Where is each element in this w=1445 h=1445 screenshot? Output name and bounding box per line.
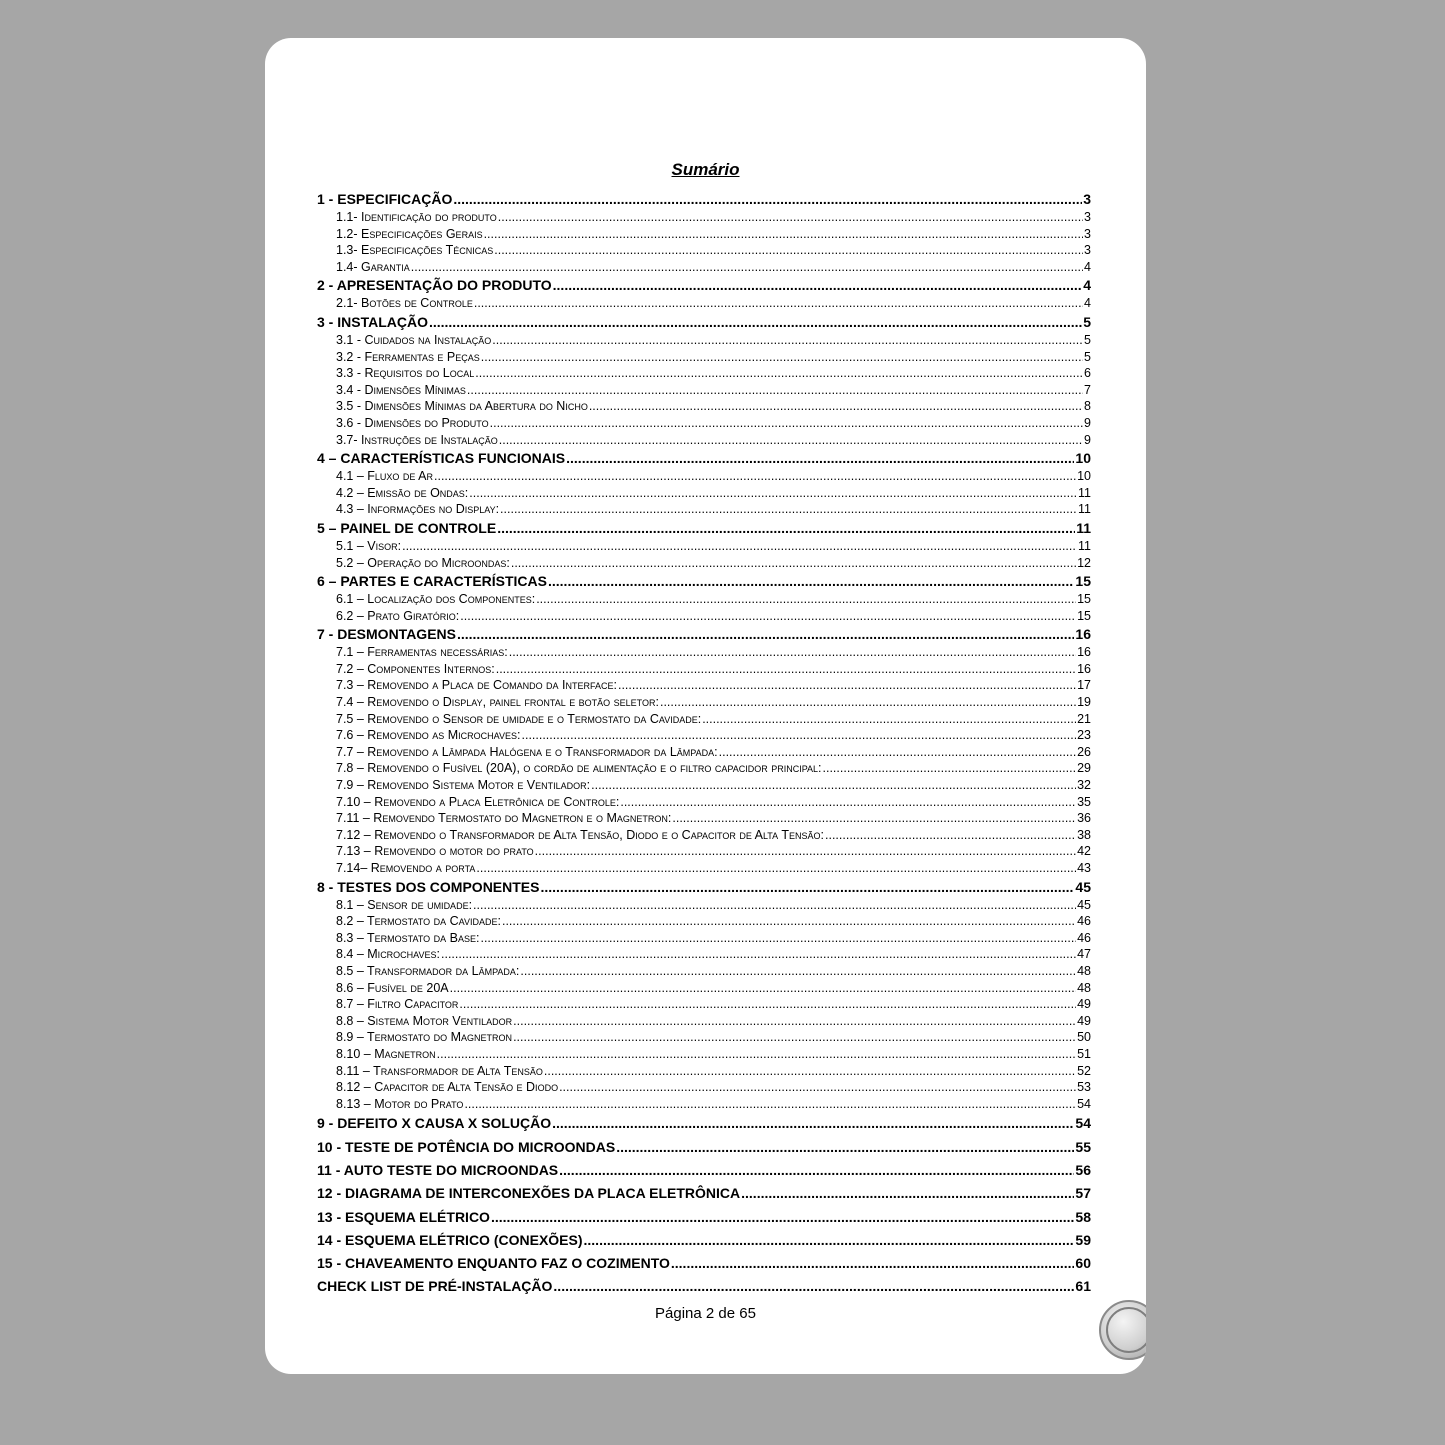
toc-leader-dots — [823, 760, 1077, 777]
toc-page-number: 48 — [1077, 963, 1091, 978]
toc-section-entry[interactable] — [317, 1206, 1091, 1229]
toc-page-number: 15 — [1075, 573, 1091, 590]
toc-page-number: 59 — [1075, 1231, 1091, 1248]
toc-page-number: 8 — [1084, 399, 1091, 414]
toc-page-number: 45 — [1075, 878, 1091, 895]
toc-entry-label: 8.7 – Filtro Capacitor — [336, 997, 459, 1012]
toc-subsection-entry[interactable] — [317, 1046, 1091, 1063]
toc-entry-label: 7.1 – Ferramentas necessárias: — [336, 645, 508, 660]
toc-leader-dots — [620, 794, 1076, 811]
toc-subsection-entry[interactable] — [317, 677, 1091, 694]
toc-subsection-entry[interactable] — [317, 644, 1091, 661]
toc-leader-dots — [500, 501, 1077, 518]
toc-subsection-entry[interactable] — [317, 897, 1091, 914]
toc-leader-dots — [411, 259, 1083, 276]
toc-leader-dots — [548, 571, 1074, 591]
toc-subsection-entry[interactable] — [317, 777, 1091, 794]
toc-page-number: 51 — [1077, 1046, 1091, 1061]
toc-subsection-entry[interactable] — [317, 295, 1091, 312]
toc-page-number: 11 — [1078, 485, 1091, 500]
toc-leader-dots — [513, 1029, 1076, 1046]
toc-section-entry[interactable] — [317, 624, 1091, 644]
toc-page-number: 16 — [1077, 661, 1091, 676]
toc-page-number: 42 — [1077, 844, 1091, 859]
toc-page-number: 15 — [1077, 608, 1091, 623]
toc-page-number: 19 — [1077, 695, 1091, 710]
toc-page-number: 55 — [1075, 1138, 1091, 1155]
toc-page-number: 54 — [1077, 1096, 1091, 1111]
toc-entry-label: 3.7- Instruções de Instalação — [336, 432, 498, 447]
toc-page-number: 16 — [1075, 626, 1091, 643]
toc-subsection-entry[interactable] — [317, 744, 1091, 761]
table-of-contents — [317, 189, 1091, 1299]
toc-entry-label: 6.2 – Prato Giratório: — [336, 608, 460, 623]
toc-subsection-entry[interactable] — [317, 242, 1091, 259]
toc-leader-dots — [825, 827, 1076, 844]
toc-leader-dots — [464, 1096, 1076, 1113]
toc-leader-dots — [702, 711, 1076, 728]
toc-entry-label: 7.9 – Removendo Sistema Motor e Ventilador: — [336, 778, 591, 793]
toc-page-number: 9 — [1084, 415, 1091, 430]
toc-page-number: 61 — [1075, 1278, 1091, 1295]
toc-page-number: 56 — [1075, 1161, 1091, 1178]
toc-section-entry[interactable] — [317, 189, 1091, 209]
brand-badge-icon — [1099, 1300, 1146, 1360]
document-page — [265, 38, 1146, 1374]
toc-leader-dots — [498, 209, 1083, 226]
toc-page-number: 4 — [1084, 296, 1091, 311]
toc-entry-label: 15 - CHAVEAMENTO ENQUANTO FAZ O COZIMENTO — [317, 1255, 670, 1272]
toc-leader-dots — [559, 1079, 1076, 1096]
toc-entry-label: 7.7 – Removendo a Lâmpada Halógena e o Transformador da Lâmpada: — [336, 744, 718, 759]
toc-leader-dots — [494, 242, 1083, 259]
toc-subsection-entry[interactable] — [317, 608, 1091, 625]
toc-page-number: 36 — [1077, 811, 1091, 826]
toc-page-number: 23 — [1077, 728, 1091, 743]
toc-subsection-entry[interactable] — [317, 365, 1091, 382]
toc-entry-label: 5 – PAINEL DE CONTROLE — [317, 519, 497, 536]
toc-entry-label: 1.4- Garantia — [336, 259, 410, 274]
toc-entry-label: 10 - TESTE DE POTÊNCIA DO MICROONDAS — [317, 1138, 616, 1155]
toc-leader-dots — [481, 349, 1083, 366]
toc-page-number: 10 — [1075, 450, 1091, 467]
toc-entry-label: 8.3 – Termostato da Base: — [336, 930, 480, 945]
toc-leader-dots — [434, 468, 1076, 485]
toc-page-number: 11 — [1076, 519, 1091, 536]
toc-entry-label: 7.12 – Removendo o Transformador de Alta Tensão, Diodo e o Capacitor de Alta Tensão: — [336, 827, 825, 842]
toc-leader-dots — [502, 913, 1076, 930]
toc-subsection-entry[interactable] — [317, 1079, 1091, 1096]
toc-subsection-entry[interactable] — [317, 349, 1091, 366]
toc-subsection-entry[interactable] — [317, 727, 1091, 744]
toc-page-number: 52 — [1077, 1063, 1091, 1078]
toc-page-number: 50 — [1077, 1030, 1091, 1045]
toc-page-number: 11 — [1078, 538, 1091, 553]
toc-entry-label: 6 – PARTES E CARACTERÍSTICAS — [317, 573, 547, 590]
toc-section-entry[interactable] — [317, 1182, 1091, 1205]
toc-subsection-entry[interactable] — [317, 332, 1091, 349]
toc-leader-dots — [536, 591, 1076, 608]
toc-subsection-entry[interactable] — [317, 501, 1091, 518]
toc-page-number: 58 — [1075, 1208, 1091, 1225]
toc-subsection-entry[interactable] — [317, 996, 1091, 1013]
toc-leader-dots — [484, 226, 1083, 243]
toc-entry-label: 5.2 – Operação do Microondas: — [336, 555, 510, 570]
toc-section-entry[interactable] — [317, 1136, 1091, 1159]
toc-subsection-entry[interactable] — [317, 810, 1091, 827]
page-footer: Página 2 de 65 — [655, 1305, 756, 1322]
toc-page-number: 53 — [1077, 1080, 1091, 1095]
toc-leader-dots — [473, 897, 1076, 914]
toc-leader-dots — [616, 1136, 1074, 1159]
toc-page-number: 3 — [1084, 210, 1091, 224]
toc-page-number: 5 — [1084, 349, 1091, 364]
toc-leader-dots — [480, 930, 1076, 947]
toc-page-number: 4 — [1083, 277, 1091, 294]
toc-entry-label: 4.1 – Fluxo de Ar — [336, 469, 434, 484]
toc-subsection-entry[interactable] — [317, 432, 1091, 449]
toc-page-number: 7 — [1084, 382, 1091, 397]
toc-leader-dots — [511, 555, 1076, 572]
toc-page-number: 49 — [1077, 997, 1091, 1012]
toc-page-number: 46 — [1077, 914, 1091, 929]
toc-page-number: 11 — [1078, 502, 1091, 517]
toc-page-number: 12 — [1077, 555, 1091, 570]
toc-subsection-entry[interactable] — [317, 1029, 1091, 1046]
toc-page-number: 43 — [1077, 861, 1091, 875]
toc-entry-label: 9 - DEFEITO X CAUSA X SOLUÇÃO — [317, 1115, 552, 1132]
toc-subsection-entry[interactable] — [317, 794, 1091, 811]
toc-subsection-entry[interactable] — [317, 843, 1091, 860]
toc-section-entry[interactable] — [317, 518, 1091, 538]
toc-leader-dots — [552, 1112, 1074, 1135]
toc-entry-label: 8.1 – Sensor de umidade: — [336, 897, 473, 912]
toc-subsection-entry[interactable] — [317, 1013, 1091, 1030]
toc-page-number: 26 — [1077, 744, 1091, 759]
toc-leader-dots — [476, 860, 1076, 877]
toc-subsection-entry[interactable] — [317, 398, 1091, 415]
toc-leader-dots — [741, 1182, 1074, 1205]
toc-subsection-entry[interactable] — [317, 1096, 1091, 1113]
toc-entry-label: 8.12 – Capacitor de Alta Tensão e Diodo — [336, 1080, 559, 1095]
toc-section-entry[interactable] — [317, 1275, 1091, 1298]
toc-leader-dots — [457, 624, 1074, 644]
toc-page-number: 48 — [1077, 980, 1091, 995]
toc-leader-dots — [402, 538, 1077, 555]
toc-leader-dots — [496, 661, 1076, 678]
toc-leader-dots — [535, 843, 1076, 860]
toc-entry-label: 7.10 – Removendo a Placa Eletrônica de Controle: — [336, 794, 620, 809]
toc-leader-dots — [522, 727, 1077, 744]
toc-leader-dots — [553, 275, 1083, 295]
toc-entry-label: 8.8 – Sistema Motor Ventilador — [336, 1013, 513, 1028]
toc-leader-dots — [450, 980, 1076, 997]
toc-page-number: 46 — [1077, 930, 1091, 945]
toc-subsection-entry[interactable] — [317, 760, 1091, 777]
toc-entry-label: CHECK LIST DE PRÉ-INSTALAÇÃO — [317, 1278, 553, 1295]
toc-entry-label: 8.5 – Transformador da Lâmpada: — [336, 963, 520, 978]
toc-page-number: 10 — [1077, 469, 1091, 484]
toc-section-entry[interactable] — [317, 1159, 1091, 1182]
toc-page-number: 9 — [1084, 432, 1091, 447]
toc-leader-dots — [672, 810, 1076, 827]
toc-leader-dots — [540, 877, 1074, 897]
toc-leader-dots — [492, 332, 1083, 349]
toc-subsection-entry[interactable] — [317, 209, 1091, 226]
toc-leader-dots — [469, 485, 1077, 502]
toc-leader-dots — [474, 295, 1083, 312]
toc-leader-dots — [499, 432, 1083, 449]
toc-subsection-entry[interactable] — [317, 259, 1091, 276]
toc-entry-label: 3 - INSTALAÇÃO — [317, 313, 428, 330]
toc-subsection-entry[interactable] — [317, 226, 1091, 243]
toc-entry-label: 7.4 – Removendo o Display, painel frontal e botão seletor: — [336, 695, 659, 710]
toc-page-number: 5 — [1083, 313, 1091, 330]
toc-leader-dots — [460, 608, 1076, 625]
toc-page-number: 3 — [1084, 226, 1091, 241]
toc-entry-label: 8.4 – Microchaves: — [336, 947, 441, 962]
toc-subsection-entry[interactable] — [317, 930, 1091, 947]
toc-page-number: 57 — [1075, 1185, 1091, 1202]
toc-page-number: 5 — [1084, 332, 1091, 347]
toc-entry-label: 7.5 – Removendo o Sensor de umidade e o Termostato da Cavidade: — [336, 711, 702, 726]
toc-entry-label: 3.1 - Cuidados na Instalação — [336, 332, 492, 347]
toc-entry-label: 4.3 – Informações no Display: — [336, 502, 500, 517]
toc-leader-dots — [459, 996, 1076, 1013]
toc-entry-label: 7.6 – Removendo as Microchaves: — [336, 728, 521, 743]
toc-subsection-entry[interactable] — [317, 913, 1091, 930]
toc-section-entry[interactable] — [317, 1252, 1091, 1275]
toc-subsection-entry[interactable] — [317, 382, 1091, 399]
toc-leader-dots — [566, 448, 1074, 468]
toc-leader-dots — [584, 1229, 1075, 1252]
toc-page-number: 17 — [1077, 678, 1091, 693]
toc-entry-label: 7 - DESMONTAGENS — [317, 626, 456, 643]
toc-subsection-entry[interactable] — [317, 694, 1091, 711]
toc-entry-label: 8 - TESTES DOS COMPONENTES — [317, 878, 540, 895]
toc-entry-label: 3.2 - Ferramentas e Peças — [336, 349, 480, 364]
toc-leader-dots — [437, 1046, 1076, 1063]
toc-page-number: 35 — [1077, 794, 1091, 809]
toc-entry-label: 3.5 - Dimensões Mínimas da Abertura do Nicho — [336, 399, 588, 414]
toc-subsection-entry[interactable] — [317, 963, 1091, 980]
toc-entry-label: 8.10 – Magnetron — [336, 1046, 436, 1061]
toc-page-number: 3 — [1083, 191, 1091, 207]
toc-leader-dots — [467, 382, 1083, 399]
toc-entry-label: 11 - AUTO TESTE DO MICROONDAS — [317, 1161, 559, 1178]
badge-ring — [1106, 1307, 1146, 1353]
toc-leader-dots — [497, 518, 1075, 538]
toc-subsection-entry[interactable] — [317, 827, 1091, 844]
toc-entry-label: 4.2 – Emissão de Ondas: — [336, 485, 469, 500]
toc-entry-label: 2.1- Botões de Controle — [336, 296, 473, 311]
toc-entry-label: 3.4 - Dimensões Mínimas — [336, 382, 466, 397]
toc-leader-dots — [591, 777, 1076, 794]
toc-entry-label: 3.6 - Dimensões do Produto — [336, 415, 489, 430]
toc-page-number: 15 — [1077, 592, 1091, 607]
toc-subsection-entry[interactable] — [317, 485, 1091, 502]
toc-leader-dots — [491, 1206, 1074, 1229]
toc-page-number: 45 — [1077, 897, 1091, 912]
toc-entry-label: 6.1 – Localização dos Componentes: — [336, 592, 536, 607]
toc-leader-dots — [453, 189, 1082, 209]
toc-section-entry[interactable] — [317, 571, 1091, 591]
toc-leader-dots — [553, 1275, 1074, 1298]
toc-entry-label: 8.6 – Fusível de 20A — [336, 980, 449, 995]
toc-entry-label: 8.9 – Termostato do Magnetron — [336, 1030, 513, 1045]
toc-page-number: 49 — [1077, 1013, 1091, 1028]
toc-page-number: 60 — [1075, 1255, 1091, 1272]
toc-entry-label: 7.14– Removendo a porta — [336, 861, 476, 875]
toc-leader-dots — [719, 744, 1076, 761]
toc-page-number: 4 — [1084, 259, 1091, 274]
toc-page-number: 54 — [1075, 1115, 1091, 1132]
toc-section-entry[interactable] — [317, 275, 1091, 295]
toc-entry-label: 2 - APRESENTAÇÃO DO PRODUTO — [317, 277, 552, 294]
toc-entry-label: 12 - DIAGRAMA DE INTERCONEXÕES DA PLACA ELETRÔNICA — [317, 1185, 741, 1202]
toc-subsection-entry[interactable] — [317, 860, 1091, 877]
toc-subsection-entry[interactable] — [317, 980, 1091, 997]
toc-entry-label: 8.13 – Motor do Prato — [336, 1096, 464, 1111]
toc-leader-dots — [490, 415, 1083, 432]
toc-leader-dots — [671, 1252, 1075, 1275]
toc-section-entry[interactable] — [317, 448, 1091, 468]
toc-section-entry[interactable] — [317, 312, 1091, 332]
toc-leader-dots — [429, 312, 1082, 332]
toc-leader-dots — [520, 963, 1076, 980]
toc-page-number: 6 — [1084, 366, 1091, 381]
toc-entry-label: 1 - ESPECIFICAÇÃO — [317, 191, 453, 207]
page-title: Sumário — [671, 160, 740, 179]
toc-leader-dots — [559, 1159, 1074, 1182]
toc-entry-label: 5.1 – Visor: — [336, 538, 402, 553]
toc-leader-dots — [660, 694, 1076, 711]
toc-entry-label: 1.2- Especificações Gerais — [336, 226, 483, 241]
toc-leader-dots — [618, 677, 1076, 694]
toc-page-number: 29 — [1077, 761, 1091, 776]
toc-entry-label: 7.13 – Removendo o motor do prato — [336, 844, 534, 859]
toc-entry-label: 1.1- Identificação do produto — [336, 210, 497, 224]
toc-leader-dots — [544, 1063, 1076, 1080]
toc-subsection-entry[interactable] — [317, 415, 1091, 432]
toc-entry-label: 13 - ESQUEMA ELÉTRICO — [317, 1208, 490, 1225]
toc-leader-dots — [513, 1013, 1076, 1030]
toc-page-number: 38 — [1077, 827, 1091, 842]
toc-leader-dots — [589, 398, 1083, 415]
toc-entry-label: 3.3 - Requisitos do Local — [336, 366, 475, 381]
toc-page-number: 16 — [1077, 645, 1091, 660]
toc-entry-label: 4 – CARACTERÍSTICAS FUNCIONAIS — [317, 450, 566, 467]
toc-subsection-entry[interactable] — [317, 661, 1091, 678]
toc-page-number: 47 — [1077, 947, 1091, 962]
toc-section-entry[interactable] — [317, 877, 1091, 897]
toc-subsection-entry[interactable] — [317, 555, 1091, 572]
toc-entry-label: 14 - ESQUEMA ELÉTRICO (CONEXÕES) — [317, 1231, 583, 1248]
toc-subsection-entry[interactable] — [317, 468, 1091, 485]
toc-subsection-entry[interactable] — [317, 538, 1091, 555]
toc-entry-label: 7.8 – Removendo o Fusível (20A), o cordão de alimentação e o filtro capacidor principal: — [336, 761, 822, 776]
toc-page-number: 21 — [1077, 711, 1091, 726]
toc-leader-dots — [475, 365, 1083, 382]
toc-section-entry[interactable] — [317, 1229, 1091, 1252]
toc-entry-label: 1.3- Especificações Técnicas — [336, 243, 494, 258]
toc-entry-label: 8.11 – Transformador de Alta Tensão — [336, 1063, 543, 1078]
toc-section-entry[interactable] — [317, 1112, 1091, 1135]
toc-entry-label: 7.11 – Removendo Termostato do Magnetron e o Magnetron: — [336, 811, 672, 826]
toc-subsection-entry[interactable] — [317, 711, 1091, 728]
toc-subsection-entry[interactable] — [317, 591, 1091, 608]
toc-page-number: 3 — [1084, 243, 1091, 258]
toc-entry-label: 7.2 – Componentes Internos: — [336, 661, 495, 676]
toc-leader-dots — [509, 644, 1076, 661]
toc-entry-label: 8.2 – Termostato da Cavidade: — [336, 914, 501, 929]
toc-subsection-entry[interactable] — [317, 946, 1091, 963]
toc-page-number: 32 — [1077, 778, 1091, 793]
toc-subsection-entry[interactable] — [317, 1063, 1091, 1080]
toc-leader-dots — [441, 946, 1076, 963]
toc-entry-label: 7.3 – Removendo a Placa de Comando da Interface: — [336, 678, 617, 693]
